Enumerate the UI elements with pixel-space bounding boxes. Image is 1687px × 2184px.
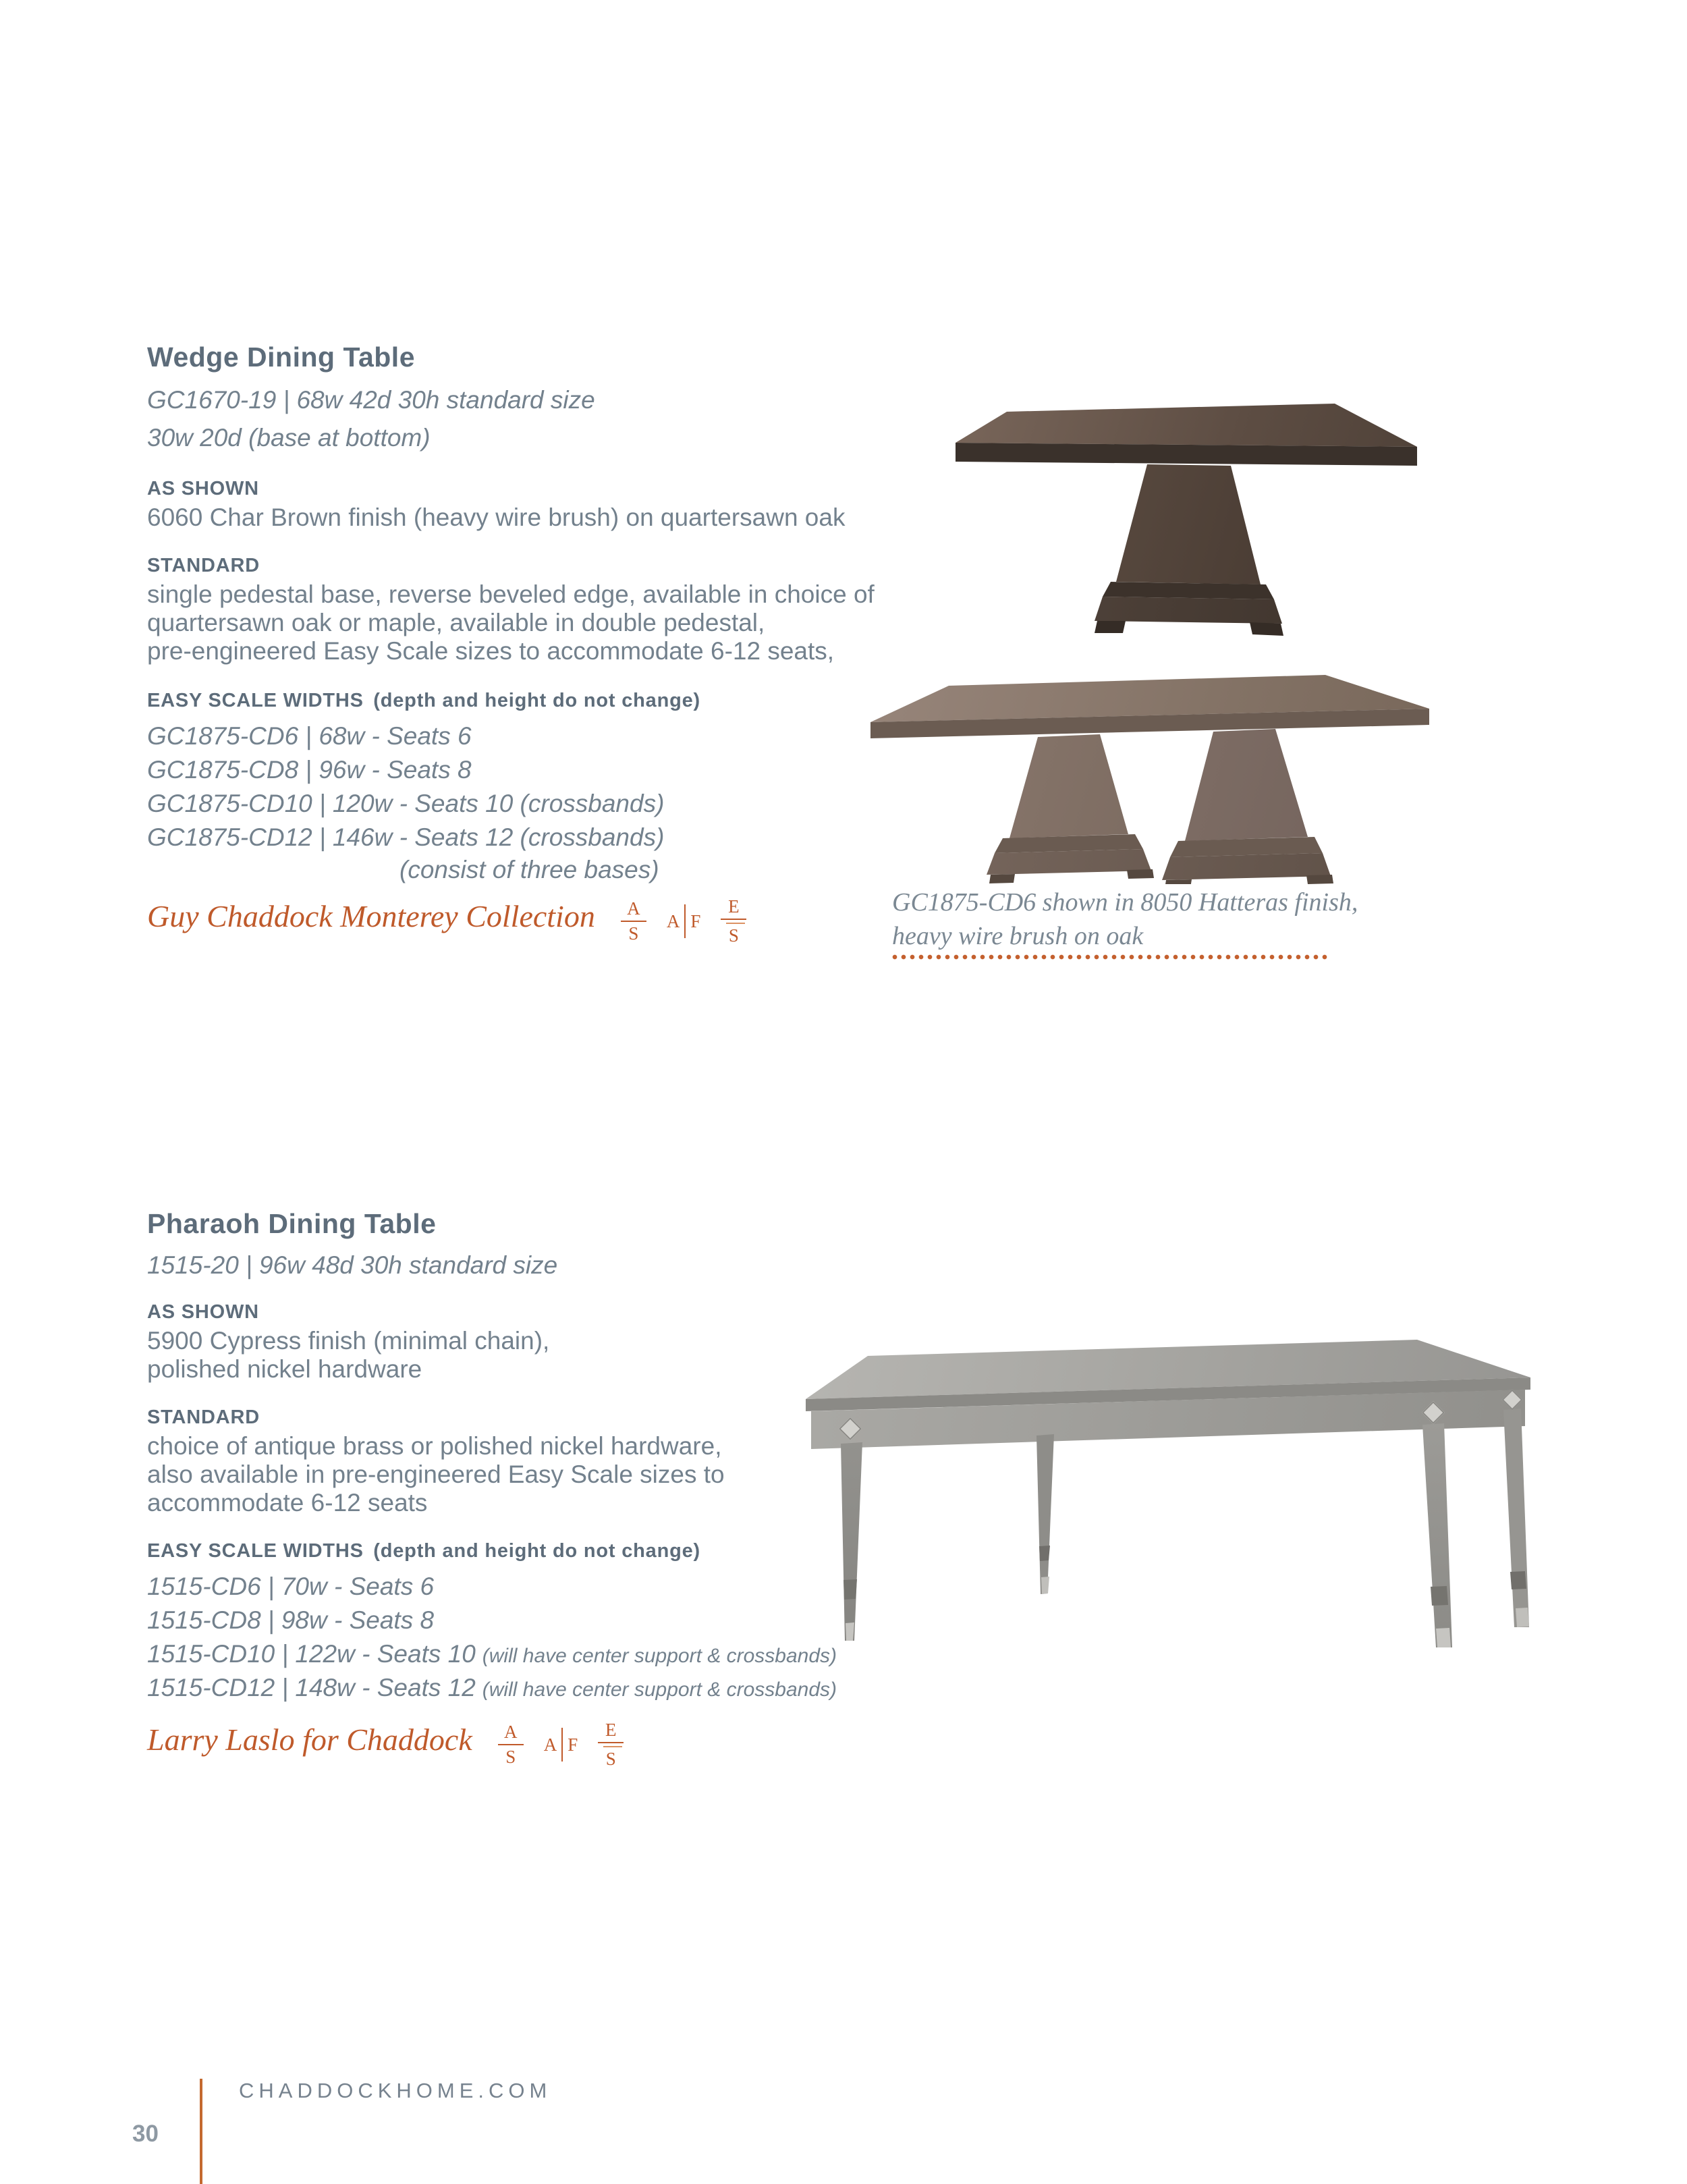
es-logo-icon: $\frac{E}{S}$ bbox=[598, 1721, 624, 1768]
easy-scale-note: (depth and height do not change) bbox=[373, 690, 700, 711]
easy-scale-label: EASY SCALE WIDTHS bbox=[147, 690, 364, 711]
wedge-standard-label: STANDARD bbox=[147, 555, 260, 576]
easy-scale-item: 1515-CD12 | 148w - Seats 12 (will have center support & crossbands) bbox=[147, 1674, 837, 1701]
pharaoh-standard-text: also available in pre-engineered Easy Scale sizes to bbox=[147, 1460, 725, 1488]
pharaoh-product-title: Pharaoh Dining Table bbox=[147, 1208, 437, 1239]
easy-scale-item: GC1875-CD6 | 68w - Seats 6 bbox=[147, 722, 472, 750]
easy-scale-label: EASY SCALE WIDTHS bbox=[147, 1540, 364, 1562]
pharaoh-easy-scale-heading bbox=[147, 1540, 700, 1562]
collection-credit: Larry Laslo for Chaddock bbox=[147, 1722, 472, 1757]
easy-scale-note: (depth and height do not change) bbox=[373, 1540, 700, 1562]
wedge-as-shown-label: AS SHOWN bbox=[147, 478, 259, 499]
dotted-divider bbox=[892, 954, 1327, 960]
pharaoh-standard-text: choice of antique brass or polished nickel hardware, bbox=[147, 1432, 722, 1460]
wedge-table-photo bbox=[945, 404, 1417, 640]
wedge-standard-text: pre-engineered Easy Scale sizes to accommodate 6-12 seats, bbox=[147, 637, 835, 665]
pharaoh-as-shown-text: 5900 Cypress finish (minimal chain), bbox=[147, 1327, 550, 1355]
easy-scale-item: 1515-CD10 | 122w - Seats 10 (will have center support & crossbands) bbox=[147, 1640, 837, 1668]
wedge-standard-text: quartersawn oak or maple, available in double pedestal, bbox=[147, 609, 765, 636]
as-logo-icon: $\frac{A}{S}$ bbox=[621, 900, 646, 943]
easy-scale-item: 1515-CD8 | 98w - Seats 8 bbox=[147, 1606, 435, 1634]
page-number: 30 bbox=[132, 2121, 159, 2147]
brand-marks bbox=[498, 1721, 624, 1768]
collection-credit: Guy Chaddock Monterey Collection bbox=[147, 898, 595, 933]
easy-scale-extra-note: (consist of three bases) bbox=[399, 856, 659, 883]
wedge-spec-line: 30w 20d (base at bottom) bbox=[147, 424, 431, 452]
pharaoh-spec-line: 1515-20 | 96w 48d 30h standard size bbox=[147, 1251, 558, 1279]
footer-accent-rule bbox=[200, 2079, 202, 2184]
photo-caption: GC1875-CD6 shown in 8050 Hatteras finish, heavy wire brush on oak bbox=[892, 888, 1358, 950]
wedge-product-title: Wedge Dining Table bbox=[147, 342, 415, 373]
wedge-spec-line: GC1670-19 | 68w 42d 30h standard size bbox=[147, 386, 595, 414]
wedge-as-shown-text: 6060 Char Brown finish (heavy wire brush) on quartersawn oak bbox=[147, 503, 846, 531]
easy-scale-item: GC1875-CD12 | 146w - Seats 12 (crossbands) bbox=[147, 823, 665, 851]
tabletop-shape bbox=[869, 675, 1431, 884]
es-logo-icon: $\frac{E}{S}$ bbox=[721, 898, 746, 945]
af-logo-icon: A F bbox=[667, 904, 701, 938]
pharaoh-as-shown-text: polished nickel hardware bbox=[147, 1355, 422, 1383]
brand-marks bbox=[621, 898, 747, 945]
easy-scale-item: GC1875-CD8 | 96w - Seats 8 bbox=[147, 756, 472, 784]
as-logo-icon: $\frac{A}{S}$ bbox=[498, 1723, 524, 1766]
wedge-collection-credit-row bbox=[147, 892, 746, 946]
pharaoh-as-shown-label: AS SHOWN bbox=[147, 1301, 259, 1323]
wedge-double-pedestal-photo bbox=[869, 675, 1431, 884]
footer-website: CHADDOCKHOME.COM bbox=[239, 2079, 552, 2102]
pharaoh-collection-credit-row bbox=[147, 1716, 624, 1769]
easy-scale-item: GC1875-CD10 | 120w - Seats 10 (crossbands) bbox=[147, 790, 665, 817]
pharaoh-standard-label: STANDARD bbox=[147, 1407, 260, 1428]
pharaoh-table-photo bbox=[803, 1340, 1535, 1657]
pharaoh-standard-text: accommodate 6-12 seats bbox=[147, 1489, 428, 1517]
easy-scale-item: 1515-CD6 | 70w - Seats 6 bbox=[147, 1573, 435, 1600]
af-logo-icon: A F bbox=[544, 1728, 578, 1762]
wedge-standard-text: single pedestal base, reverse beveled edge, available in choice of bbox=[147, 580, 875, 608]
wedge-easy-scale-heading bbox=[147, 690, 700, 712]
